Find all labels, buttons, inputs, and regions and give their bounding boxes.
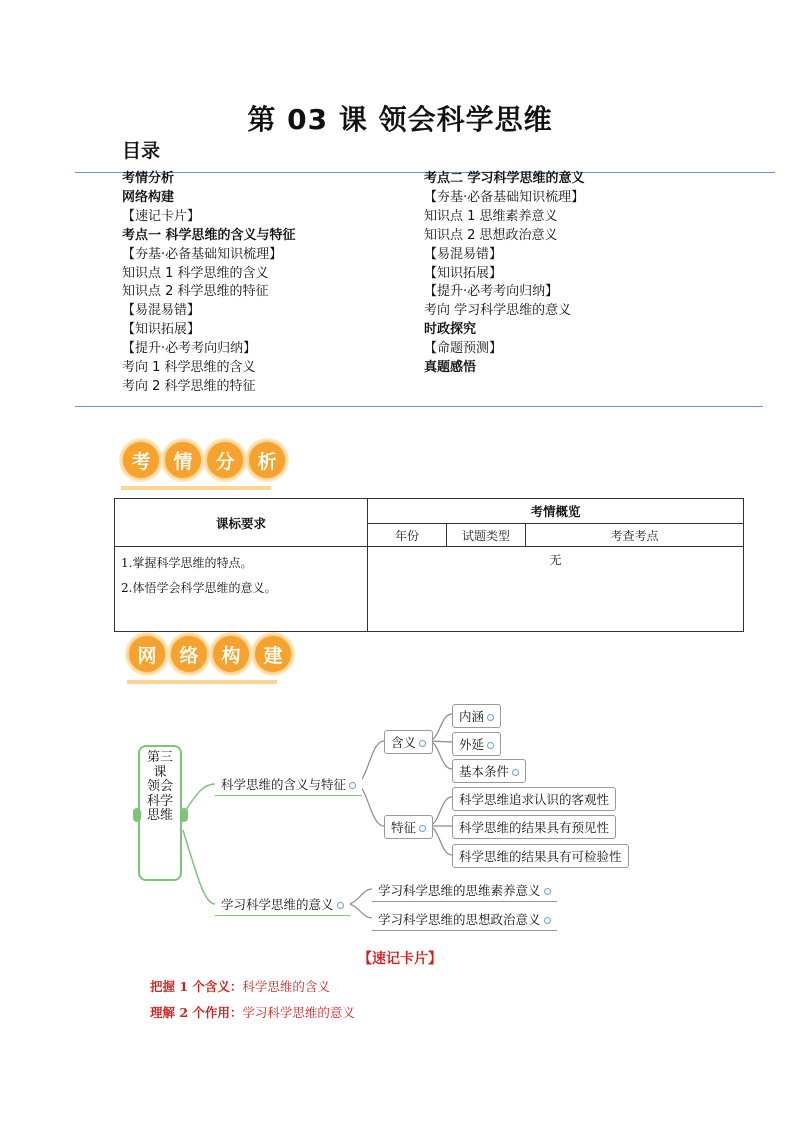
badge-char: 分	[205, 440, 245, 480]
toc-entry[interactable]: 知识点 2 思想政治意义	[424, 227, 558, 243]
collapse-dot-icon[interactable]	[487, 714, 494, 721]
requirements-cell	[115, 547, 368, 632]
toc-bottom-rule	[75, 406, 763, 407]
card-line-2: 理解 2 个作用：学习科学思维的意义	[150, 1005, 355, 1020]
toc-entry[interactable]: 考向 2 科学思维的特征	[122, 378, 256, 394]
toc-entry[interactable]: 【夯基·必备基础知识梳理】	[122, 246, 283, 262]
card-title: 【速记卡片】	[358, 951, 442, 967]
overview-value: 无	[368, 547, 744, 632]
mindmap-leaf-ideological-political: 学习科学思维的思想政治意义	[372, 908, 557, 931]
root-right-handle	[180, 808, 188, 822]
col-header-overview: 考情概览	[368, 499, 744, 524]
collapse-dot-icon[interactable]	[349, 782, 356, 789]
badge-char: 情	[163, 440, 203, 480]
mindmap-branch-meaning-features	[215, 773, 362, 796]
kaoqing-badge	[121, 440, 289, 490]
toc-entry[interactable]: 考情分析	[122, 171, 175, 186]
toc-entry[interactable]: 知识点 1 思维素养意义	[424, 208, 558, 224]
mindmap-node-features: 特征	[384, 815, 433, 839]
toc-entry[interactable]: 【知识拓展】	[424, 265, 503, 281]
requirement-item: 2.体悟学会科学思维的意义。	[121, 581, 277, 595]
wangluo-badge	[127, 634, 295, 684]
toc-entry[interactable]: 知识点 1 科学思维的含义	[122, 265, 269, 281]
badge-char: 考	[121, 440, 161, 480]
toc-entry[interactable]: 考向 学习科学思维的意义	[424, 303, 572, 319]
branch-label: 学习科学思维的意义	[221, 897, 334, 912]
toc-entry[interactable]: 【命题预测】	[424, 341, 503, 357]
toc-entry[interactable]: 【速记卡片】	[122, 208, 201, 224]
badge-char: 建	[253, 634, 293, 674]
card-line-1: 把握 1 个含义：科学思维的含义	[150, 979, 330, 994]
toc-entry[interactable]: 考点二 学习科学思维的意义	[424, 171, 585, 186]
mindmap-leaf-objectivity: 科学思维追求认识的客观性	[452, 787, 616, 811]
toc-right-column	[424, 170, 585, 378]
toc-entry[interactable]: 考向 1 科学思维的含义	[122, 360, 256, 376]
collapse-dot-icon[interactable]	[544, 888, 551, 895]
badge-char: 络	[169, 634, 209, 674]
col-header-requirements: 课标要求	[115, 499, 368, 547]
root-left-handle	[133, 808, 141, 822]
collapse-dot-icon[interactable]	[419, 825, 426, 832]
branch-label: 科学思维的含义与特征	[221, 777, 347, 792]
collapse-dot-icon[interactable]	[419, 740, 426, 747]
collapse-dot-icon[interactable]	[544, 917, 551, 924]
mindmap-leaf-denotation: 外延	[452, 732, 501, 756]
sub-header-type: 试题类型	[447, 524, 526, 547]
mindmap-branch-significance	[215, 893, 350, 916]
mindmap-node-meaning: 含义	[384, 730, 433, 754]
toc-entry[interactable]: 【夯基·必备基础知识梳理】	[424, 189, 585, 205]
mindmap-leaf-predictability: 科学思维的结果具有预见性	[452, 815, 616, 839]
toc-entry[interactable]: 时政探究	[424, 322, 477, 338]
requirements-table	[114, 498, 744, 632]
page-title: 第 03 课 领会科学思维	[247, 103, 553, 136]
toc-entry[interactable]: 【易混易错】	[424, 246, 503, 262]
sub-header-year: 年份	[368, 524, 447, 547]
toc-entry[interactable]: 【易混易错】	[122, 303, 201, 319]
collapse-dot-icon[interactable]	[512, 769, 519, 776]
toc-entry[interactable]: 真题感悟	[424, 360, 477, 376]
mindmap-root	[138, 745, 182, 881]
toc-entry[interactable]: 【知识拓展】	[122, 322, 201, 338]
collapse-dot-icon[interactable]	[337, 902, 344, 909]
toc-entry[interactable]: 考点一 科学思维的含义与特征	[122, 227, 296, 243]
mindmap-root-label: 第三课 领会科学思维	[146, 750, 173, 823]
requirement-item: 1.掌握科学思维的特点。	[121, 556, 253, 570]
badge-char: 析	[247, 440, 287, 480]
mindmap-leaf-basic-conditions: 基本条件	[452, 759, 526, 783]
mindmap-leaf-verifiability: 科学思维的结果具有可检验性	[452, 844, 629, 868]
toc-entry[interactable]: 【提升·必考考向归纳】	[122, 341, 257, 357]
mindmap-leaf-thinking-literacy: 学习科学思维的思维素养意义	[372, 879, 557, 902]
toc-entry[interactable]: 知识点 2 科学思维的特征	[122, 284, 269, 300]
badge-char: 构	[211, 634, 251, 674]
toc-left-column	[122, 170, 296, 397]
toc-entry[interactable]: 网络构建	[122, 189, 175, 205]
toc-entry[interactable]: 【提升·必考考向归纳】	[424, 284, 559, 300]
sub-header-topic: 考查考点	[526, 524, 744, 547]
toc-heading: 目录	[122, 140, 161, 162]
badge-char: 网	[127, 634, 167, 674]
collapse-dot-icon[interactable]	[487, 742, 494, 749]
mindmap-leaf-connotation: 内涵	[452, 704, 501, 728]
